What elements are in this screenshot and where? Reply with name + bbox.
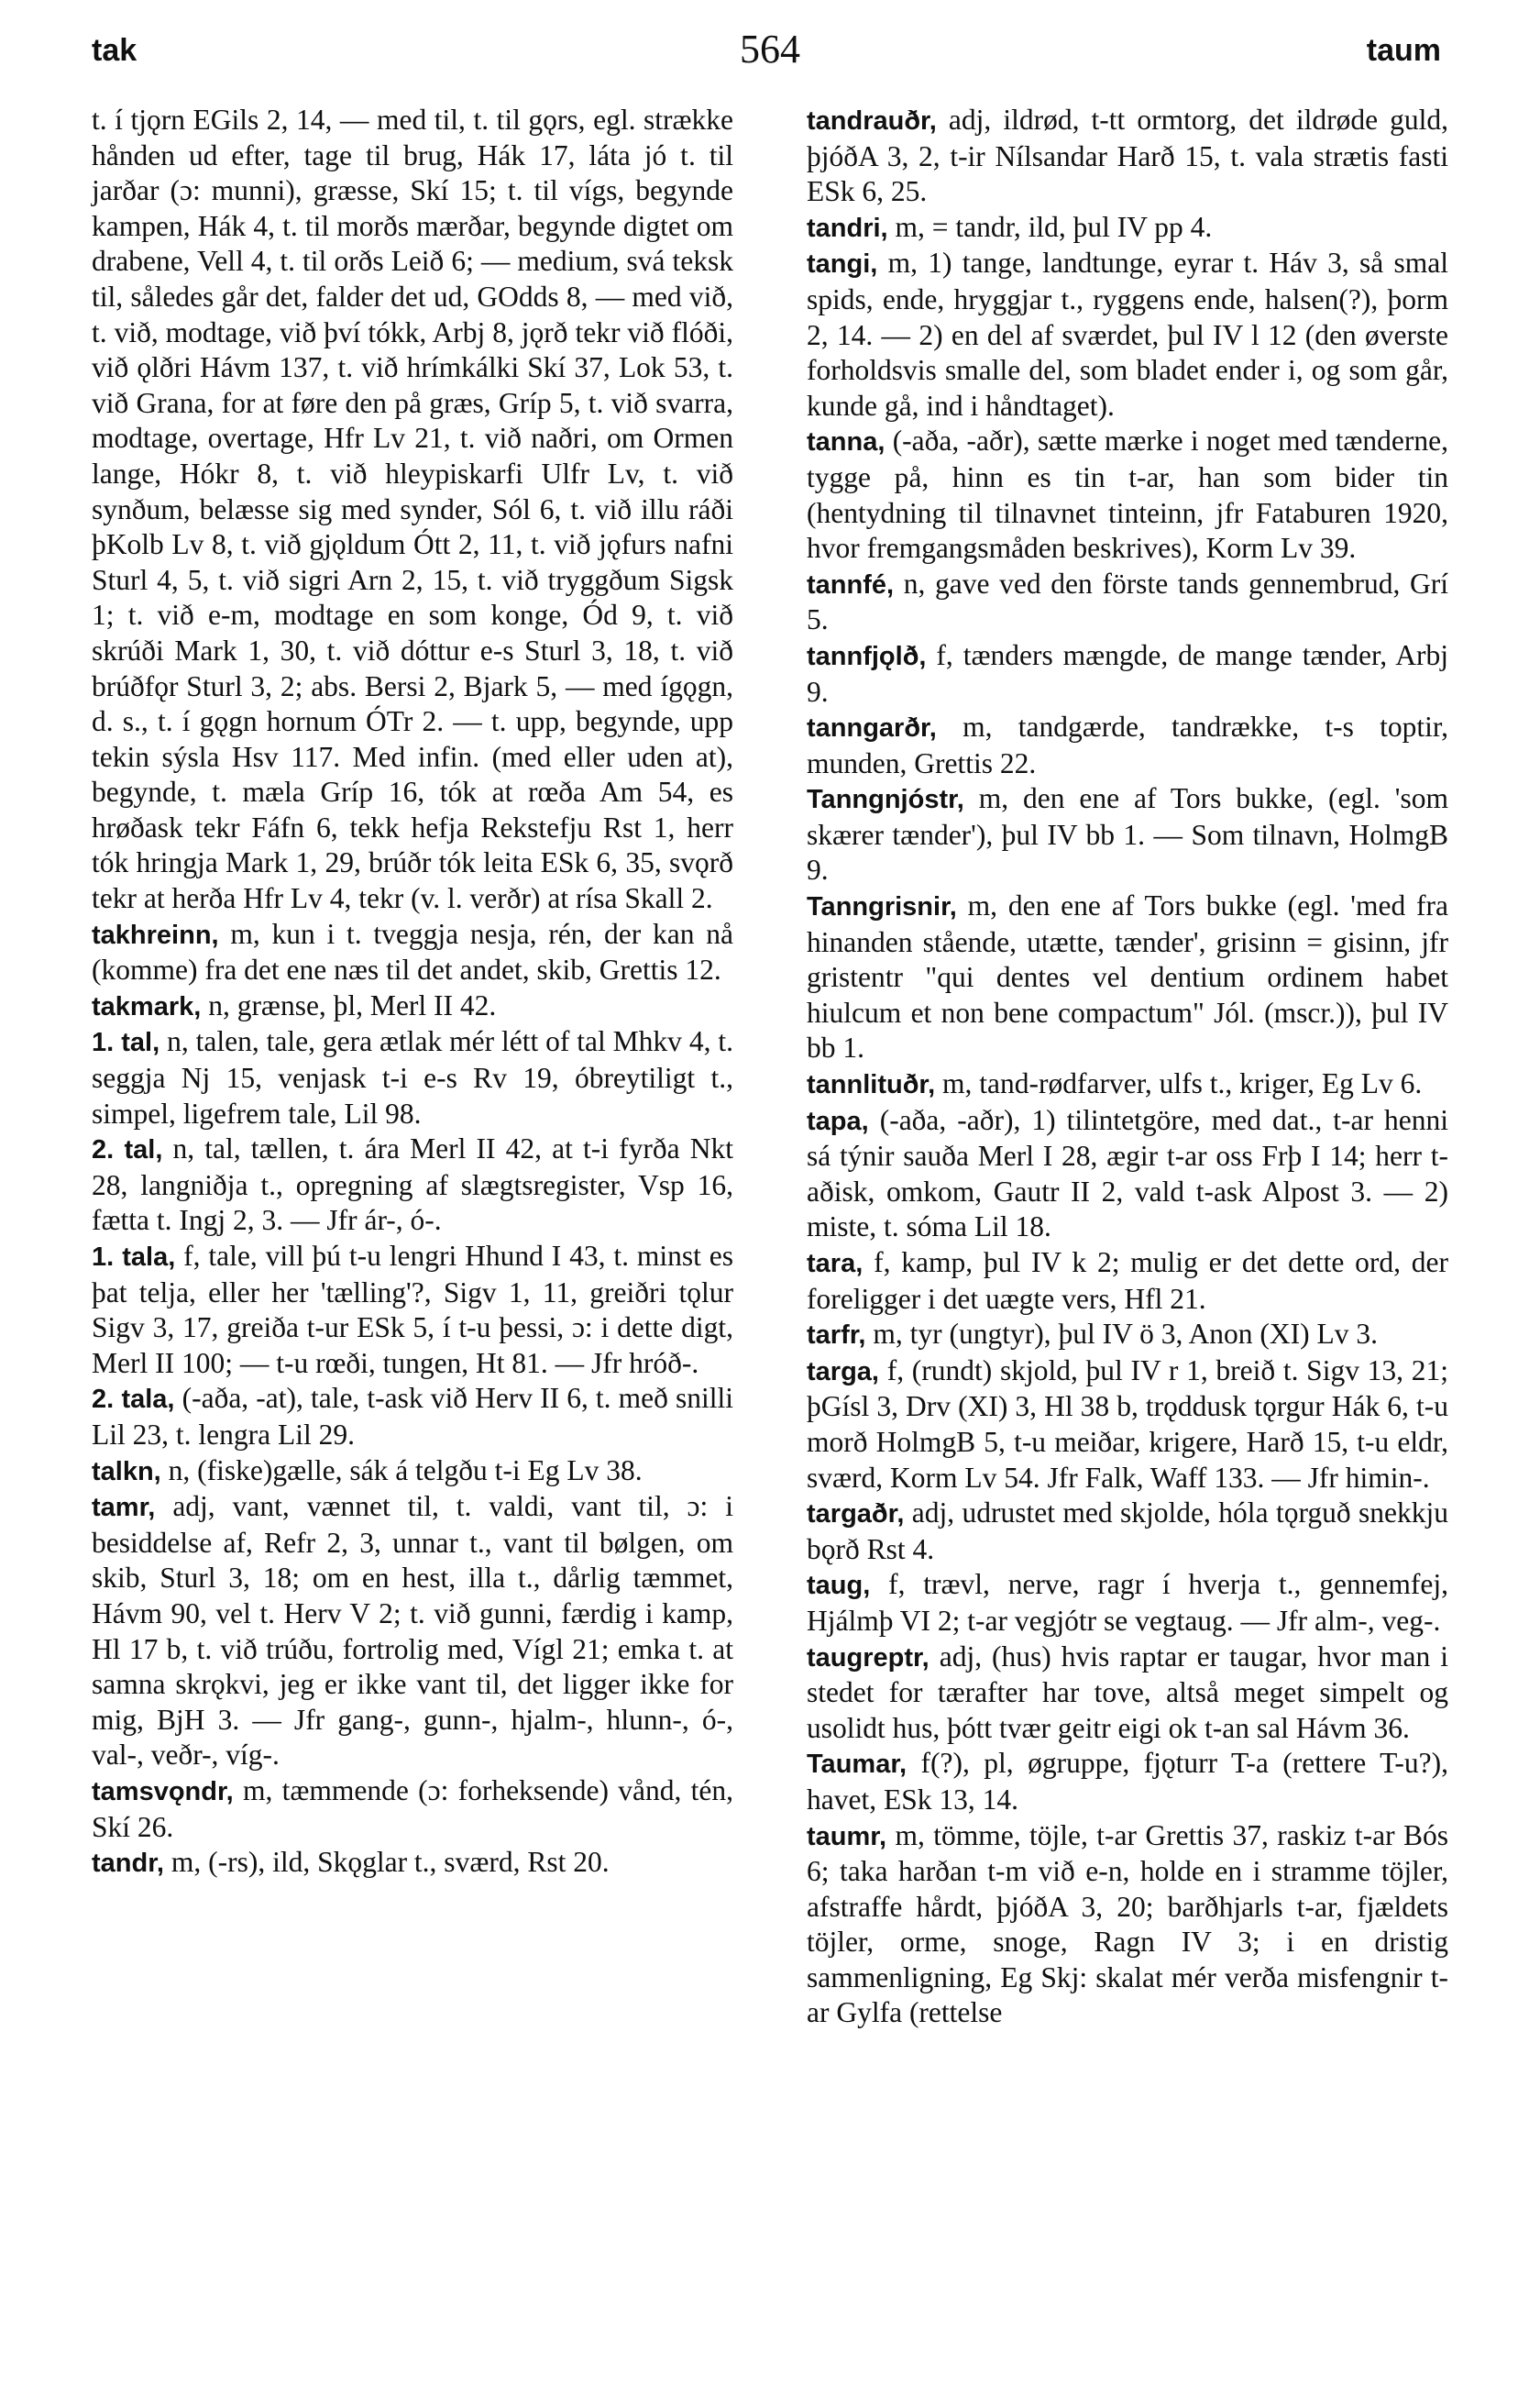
entry-body: t. í tjǫrn EGils 2, 14, — med til, t. til gǫrs, egl. strække hånden ud efter, tage til brug, Hák 17, láta jó t. til jarðar (ɔ: munni), græsse, Skí 15; t. til vígs, begynde kampen, Hák 4, t. til morðs mærðar, begynde digtet om drabene, Vell 4, t. til orðs Leið 6; — medium, svá teksk til, således går det, falder det ud, GOdds 8, — med við, t. við, modtage, við því tókk, Arbj 8, jǫrð tekr við flóði, við ǫlðri Hávm 137, t. við hrímkálki Skí 37, Lok 53, t. við Grana, for at føre den på græs, Gríp 5, t. við svarra, modtage, overtage, Hfr Lv 21, t. við naðri, om Ormen lange, Hókr 8, t. við hleypiskarfi Ulfr Lv, t. við synðum, belæsse sig med synder, Sól 6, t. við illu ráði þKolb Lv 8, t. við gjǫldum Ótt 2, 11, t. við jǫfurs nafni Sturl 4, 5, t. við sigri Arn 2, 15, t. við tryggðum Sigsk 1; t. við e-m, modtage en som konge, Ód 9, t. við skrúði Mark 1, 30, t. við dóttur e-s Sturl 3, 18, t. við brúðfǫr Sturl 3, 2; abs. Bersi 2, Bjark 5, — med ígǫgn, d. s., t. í gǫgn hornum ÓTr 2. — t. upp, begynde, upp tekin sýsla Hsv 117. Med infin. (med eller uden at), begynde, t. mæla Gríp 16, tók at rœða Am 54, es hrøðask tekr Fáfn 6, tekk hefja Rekstefju Rst 1, herr tók hringja Mark 1, 29, brúðr tók leita ESk 6, 35, svǫrð tekr at herða Hfr Lv 4, tekr (v. l. verðr) at rísa Skall 2. bbox=[92, 104, 733, 915]
dictionary-entry bbox=[807, 889, 1448, 1066]
entry-body: m, tyr (ungtyr), þul IV ö 3, Anon (XI) Lv 3. bbox=[873, 1318, 1378, 1351]
dictionary-entry bbox=[807, 103, 1448, 210]
entry-body: adj, udrustet med skjolde, hóla tǫrguð snekkju bǫrð Rst 4. bbox=[807, 1496, 1449, 1565]
dictionary-entry bbox=[807, 1746, 1448, 1817]
dictionary-entry bbox=[807, 1103, 1448, 1245]
dictionary-entry bbox=[92, 988, 733, 1025]
entry-headword: taumr, bbox=[807, 1821, 887, 1851]
entry-headword: 2. tala, bbox=[92, 1385, 175, 1415]
entry-body: f(?), pl, øgruppe, fjǫturr T-a (rettere T-u?), havet, ESk 13, 14. bbox=[807, 1747, 1448, 1816]
entry-headword: tanngarðr, bbox=[807, 713, 937, 744]
dictionary-entry bbox=[807, 567, 1448, 638]
entry-body: n, talen, tale, gera ætlak mér létt of tal Mhkv 4, t. seggja Nj 15, venjask t-i e-s Rv 19, óbreytiligt t., simpel, ligefrem tale, Lil 98. bbox=[92, 1025, 733, 1130]
dictionary-entry bbox=[807, 1640, 1448, 1747]
entry-body: m, = tandr, ild, þul IV pp 4. bbox=[895, 210, 1213, 243]
dictionary-entry bbox=[807, 1066, 1448, 1103]
entry-body: m, tand-rødfarver, ulfs t., kriger, Eg Lv 6. bbox=[942, 1067, 1423, 1100]
dictionary-entry bbox=[92, 1381, 733, 1452]
entry-headword: tandri, bbox=[807, 213, 888, 243]
dictionary-entry bbox=[807, 1567, 1448, 1639]
entry-body: f, tænders mængde, de mange tænder, Arbj 9. bbox=[807, 638, 1448, 708]
dictionary-entry bbox=[807, 1353, 1448, 1496]
dictionary-entry bbox=[807, 246, 1448, 424]
entry-headword: 1. tala, bbox=[92, 1242, 176, 1272]
dictionary-entry bbox=[807, 1496, 1448, 1567]
entry-headword: tandr, bbox=[92, 1849, 164, 1879]
entry-body: m, kun i t. tveggja nesja, rén, der kan nå (komme) fra det ene næs til det andet, skib, Grettis 12. bbox=[92, 917, 733, 987]
entry-body: m, tömme, töjle, t-ar Grettis 37, raskiz t-ar Bós 6; taka harðan t-m við e-n, holde en i stramme töjler, afstraffe hårdt, þjóðA 3, 20; barðhjarls t-ar, fjældets töjler, orme, snoge, Ragn IV 3; i en dristig sammenligning, Eg Skj: skalat mér verða misfengnir t-ar Gylfa (rettelse bbox=[807, 1818, 1448, 2029]
dictionary-entry bbox=[92, 1024, 733, 1132]
entry-headword: taug, bbox=[807, 1571, 871, 1601]
dictionary-entry bbox=[92, 1239, 733, 1381]
entry-body: (-aða, -aðr), sætte mærke i noget med tænderne, tygge på, hinn es tin t-ar, han som bider tin (hentydning til tilnavnet tinteinn, jfr Fataburen 1920, hvor fremgangsmåden beskrives), Korm Lv 39. bbox=[807, 425, 1449, 565]
dictionary-entry bbox=[92, 1845, 733, 1882]
dictionary-entry bbox=[807, 638, 1448, 710]
entry-body: (-aða, -aðr), 1) tilintetgöre, med dat., t-ar henni sá týnir sauða Merl I 28, ægir t-ar oss Frþ I 14; herr t-aðisk, omkom, Gautr II 2, vald t-ask Alpost 3. — 2) miste, t. sóma Lil 18. bbox=[807, 1103, 1448, 1243]
entry-headword: tannlituðr, bbox=[807, 1070, 936, 1100]
entry-body: f, (rundt) skjold, þul IV r 1, breið t. Sigv 13, 21; þGísl 3, Drv (XI) 3, Hl 38 b, trǫddusk tǫrgur Hák 6, t-u morð HolmgB 5, t-u meiðar, krigere, Harð 15, t-u eldr, sværd, Korm Lv 54. Jfr Falk, Waff 133. — Jfr himin-. bbox=[807, 1353, 1448, 1494]
dictionary-entry bbox=[807, 710, 1448, 781]
entry-headword: tara, bbox=[807, 1249, 864, 1278]
entry-body: adj, ildrød, t-tt ormtorg, det ildrøde guld, þjóðA 3, 2, t-ir Nílsandar Harð 15, t. vala strætis fasti ESk 6, 25. bbox=[807, 104, 1449, 208]
entry-headword: takmark, bbox=[92, 991, 202, 1021]
entry-headword: takhreinn, bbox=[92, 920, 219, 950]
dictionary-entry bbox=[807, 1245, 1448, 1317]
entry-body: adj, vant, vænnet til, t. valdi, vant til, ɔ: i besiddelse af, Refr 2, 3, unnar t., vant til bølgen, om skib, Sturl 3, 18; om en hest, illa t., dårlig tæmmet, Hávm 90, vel t. Herv V 2; t. við gunni, færdig i kamp, Hl 17 b, t. við trúðu, fortrolig med, Vígl 21; emka t. at samna skrǫkvi, jeg er ikke vant til, det ligger ikke for mig, BjH 3. — Jfr gang-, gunn-, hjalm-, hlunn-, ó-, val-, veðr-, víg-. bbox=[92, 1490, 733, 1772]
entry-headword: tapa, bbox=[807, 1106, 869, 1136]
entry-body: m, den ene af Tors bukke (egl. 'med fra hinanden stående, utætte, tænder', grisinn = gisinn, jfr gristentr "qui dentes vel dentium ordinem habet hiulcum et non bene compactum" Jól. (mscr.)), þul IV bb 1. bbox=[807, 889, 1448, 1065]
dictionary-entry bbox=[807, 210, 1448, 247]
running-head-right: taum bbox=[1366, 33, 1441, 68]
entry-headword: targa, bbox=[807, 1356, 879, 1386]
entry-headword: Tanngnjóstr, bbox=[807, 785, 964, 815]
entry-headword: tandrauðr, bbox=[807, 106, 937, 136]
entry-body: n, tal, tællen, t. ára Merl II 42, at t-i fyrða Nkt 28, langniðja t., opregning af slægtsregister, Vsp 16, fætta t. Ingj 2, 3. — Jfr ár-, ó-. bbox=[92, 1132, 733, 1237]
dictionary-entry bbox=[92, 103, 733, 917]
right-column bbox=[807, 103, 1448, 2031]
entry-body: n, (fiske)gælle, sák á telgðu t-i Eg Lv 38. bbox=[168, 1453, 643, 1486]
entry-body: adj, (hus) hvis raptar er taugar, hvor man i stedet for tærafter har tove, altså meget simpelt og usolidt hus, þótt tvær geitr eigi ok t-an sal Hávm 36. bbox=[807, 1640, 1448, 1744]
entry-headword: targaðr, bbox=[807, 1499, 905, 1529]
entry-headword: talkn, bbox=[92, 1456, 161, 1486]
entry-headword: tannfé, bbox=[807, 569, 895, 600]
entry-body: m, (-rs), ild, Skǫglar t., sværd, Rst 20. bbox=[170, 1846, 610, 1879]
entry-body: f, tale, vill þú t-u lengri Hhund I 43, t. minst es þat telja, eller her 'tælling'?, Sigv 1, 11, greiðri tǫlur Sigv 3, 17, greiða t-ur ESk 5, í t-u þessi, ɔ: i dette digt, Merl II 100; — t-u rœði, tungen, Ht 81. — Jfr hróð-. bbox=[92, 1240, 734, 1379]
entry-headword: tanna, bbox=[807, 427, 886, 458]
entry-headword: taugreptr, bbox=[807, 1642, 930, 1673]
dictionary-entry bbox=[807, 1818, 1448, 2032]
dictionary-entry bbox=[92, 1453, 733, 1490]
entry-headword: tarfr, bbox=[807, 1320, 866, 1351]
entry-body: n, gave ved den förste tands gennembrud, Grí 5. bbox=[807, 567, 1448, 636]
running-head-left: tak bbox=[92, 33, 138, 68]
dictionary-entry bbox=[807, 424, 1448, 566]
entry-body: m, 1) tange, landtunge, eyrar t. Háv 3, så smal spids, ende, hryggjar t., ryggens ende, halsen(?), þorm 2, 14. — 2) en del af sværdet, þul IV l 12 (den øverste forholdsvis smalle del, som bladet ender i, og som går, kunde gå, ind i håndtaget). bbox=[807, 247, 1449, 422]
dictionary-entry bbox=[807, 781, 1448, 889]
entry-body: n, grænse, þl, Merl II 42. bbox=[208, 988, 497, 1021]
dictionary-entry bbox=[807, 1317, 1448, 1353]
entry-body: m, den ene af Tors bukke, (egl. 'som skærer tænder'), þul IV bb 1. — Som tilnavn, HolmgB 9. bbox=[807, 782, 1448, 887]
entry-headword: tamr, bbox=[92, 1493, 156, 1523]
dictionary-entry bbox=[92, 917, 733, 988]
entry-headword: tangi, bbox=[807, 249, 878, 280]
left-column bbox=[92, 103, 733, 1882]
entry-body: m, tandgærde, tandrække, t-s toptir, munden, Grettis 22. bbox=[807, 711, 1449, 779]
entry-body: m, tæmmende (ɔ: forheksende) vånd, tén, Skí 26. bbox=[92, 1773, 733, 1843]
entry-headword: Tanngrisnir, bbox=[807, 892, 957, 922]
entry-headword: tannfjǫlð, bbox=[807, 641, 927, 671]
dictionary-entry bbox=[92, 1132, 733, 1239]
page-number: 564 bbox=[740, 27, 800, 72]
entry-body: f, trævl, nerve, ragr í hverja t., gennemfej, Hjálmþ VI 2; t-ar vegjótr se vegtaug. — Jfr alm-, veg-. bbox=[807, 1568, 1448, 1637]
dictionary-entry bbox=[92, 1773, 733, 1845]
entry-body: (-aða, -at), tale, t-ask við Herv II 6, t. með snilli Lil 23, t. lengra Lil 29. bbox=[92, 1382, 733, 1451]
dictionary-entry bbox=[92, 1489, 733, 1773]
entry-headword: tamsvǫndr, bbox=[92, 1776, 234, 1806]
entry-headword: 2. tal, bbox=[92, 1135, 163, 1165]
entry-headword: Taumar, bbox=[807, 1750, 908, 1780]
entry-headword: 1. tal, bbox=[92, 1028, 160, 1058]
entry-body: f, kamp, þul IV k 2; mulig er det dette ord, der foreligger i det uægte vers, Hfl 21. bbox=[807, 1246, 1449, 1315]
